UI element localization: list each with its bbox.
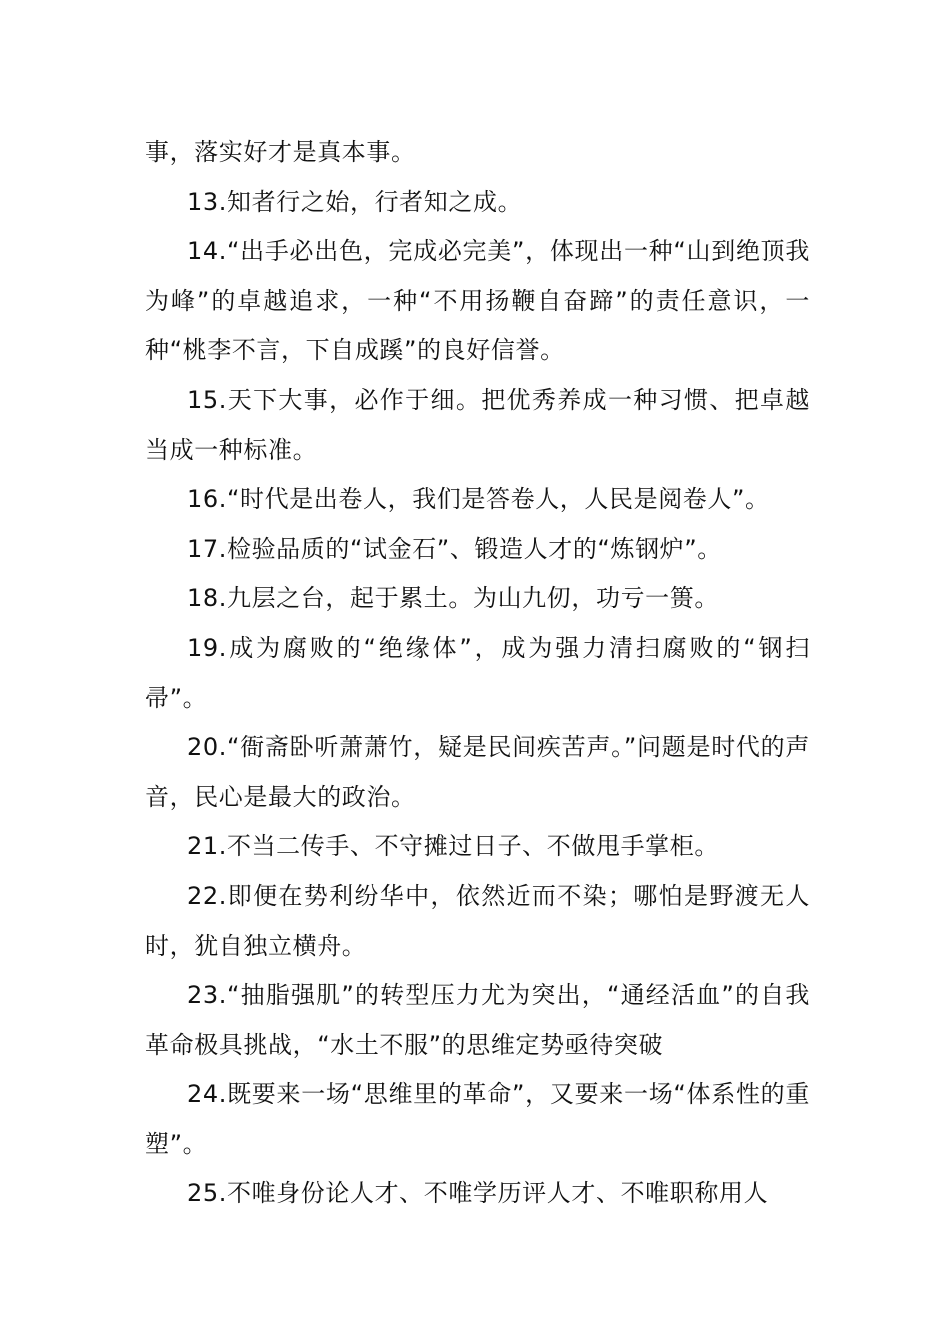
paragraph-24: 24.既要来一场“思维里的革命”，又要来一场“体系性的重塑”。	[145, 1080, 810, 1158]
paragraph-15: 15.天下大事，必作于细。把优秀养成一种习惯、把卓越当成一种标准。	[145, 385, 810, 464]
paragraph-25: 25.不唯身份论人才、不唯学历评人才、不唯职称用人	[187, 1179, 769, 1208]
paragraph-19: 19.成为腐败的“绝缘体”，成为强力清扫腐败的“钢扫帚”。	[145, 633, 810, 712]
paragraph-17: 17.检验品质的“试金石”、锻造人才的“炼钢炉”。	[187, 534, 722, 563]
paragraph-22: 22.即便在势利纷华中，依然近而不染；哪怕是野渡无人时，犹自独立横舟。	[145, 881, 810, 960]
document-body	[145, 128, 810, 1219]
paragraph-20: 20.“衙斋卧听萧萧竹，疑是民间疾苦声。”问题是时代的声音，民心是最大的政治。	[145, 733, 810, 811]
paragraph-16: 16.“时代是出卷人，我们是答卷人，人民是阅卷人”。	[187, 485, 770, 514]
paragraph-23: 23.“抽脂强肌”的转型压力尤为突出，“通经活血”的自我革命极具挑战，“水土不服”的思维定势亟待突破	[145, 981, 810, 1059]
paragraph-13: 13.知者行之始，行者知之成。	[187, 187, 523, 216]
paragraph-18: 18.九层之台，起于累土。为山九仞，功亏一篑。	[187, 584, 719, 613]
paragraph-12-continuation: 事，落实好才是真本事。	[145, 138, 416, 166]
paragraph-21: 21.不当二传手、不守摊过日子、不做甩手掌柜。	[187, 832, 719, 861]
paragraph-14: 14.“出手必出色，完成必完美”，体现出一种“山到绝顶我为峰”的卓越追求，一种“不用扬鞭自奋蹄”的责任意识，一种“桃李不言，下自成蹊”的良好信誉。	[145, 237, 810, 365]
